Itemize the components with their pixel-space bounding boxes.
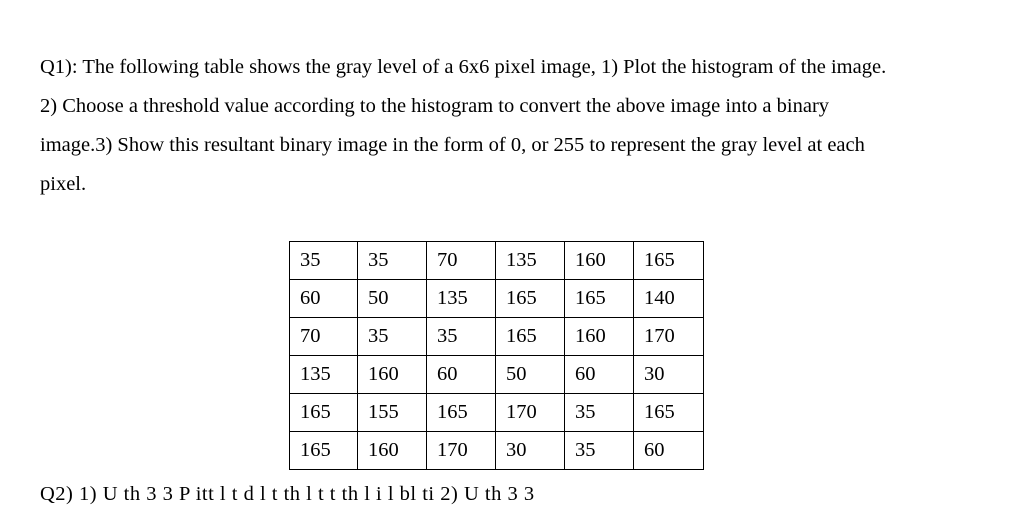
table-cell: 35 [427,318,496,356]
table-cell: 170 [427,432,496,470]
table-cell: 160 [358,356,427,394]
table-cell: 140 [634,280,704,318]
table-cell: 50 [496,356,565,394]
table-cell: 135 [427,280,496,318]
table-cell: 30 [634,356,704,394]
table-row [290,280,704,318]
table-cell: 30 [496,432,565,470]
table-cell: 135 [290,356,358,394]
table-cell: 160 [565,242,634,280]
table-cell: 60 [634,432,704,470]
table-cell: 60 [565,356,634,394]
table-row [290,432,704,470]
table-cell: 35 [358,318,427,356]
table-row [290,394,704,432]
table-cell: 165 [634,394,704,432]
table-cell: 165 [290,394,358,432]
table-row [290,242,704,280]
table-cell: 60 [290,280,358,318]
table-cell: 60 [427,356,496,394]
table-cell: 165 [496,318,565,356]
table-cell: 165 [496,280,565,318]
table-cell: 170 [496,394,565,432]
table-cell: 35 [358,242,427,280]
table-row [290,318,704,356]
table-cell: 35 [565,394,634,432]
table-cell: 135 [496,242,565,280]
table-cell: 70 [427,242,496,280]
question-text: Q1): The following table shows the gray level of a 6x6 pixel image, 1) Plot the histogram of the image. 2) Choose a threshold value according to the histogram to convert the above image into a binary image.3) Show this resultant binary image in the form of 0, or 255 to represent the gray level at each pixel. [40,56,887,195]
gray-level-table [289,241,704,470]
next-question-partial: Q2) 1) U th 3 3 P itt l t d l t th l t t th l i l bl ti 2) U th 3 3 [40,483,535,505]
table-cell: 170 [634,318,704,356]
table-cell: 165 [427,394,496,432]
table-cell: 160 [565,318,634,356]
table-cell: 165 [290,432,358,470]
table-cell: 165 [565,280,634,318]
table-cell: 155 [358,394,427,432]
table-cell: 50 [358,280,427,318]
table-cell: 160 [358,432,427,470]
table-cell: 35 [565,432,634,470]
table-cell: 165 [634,242,704,280]
table-row [290,356,704,394]
table-cell: 35 [290,242,358,280]
table-cell: 70 [290,318,358,356]
